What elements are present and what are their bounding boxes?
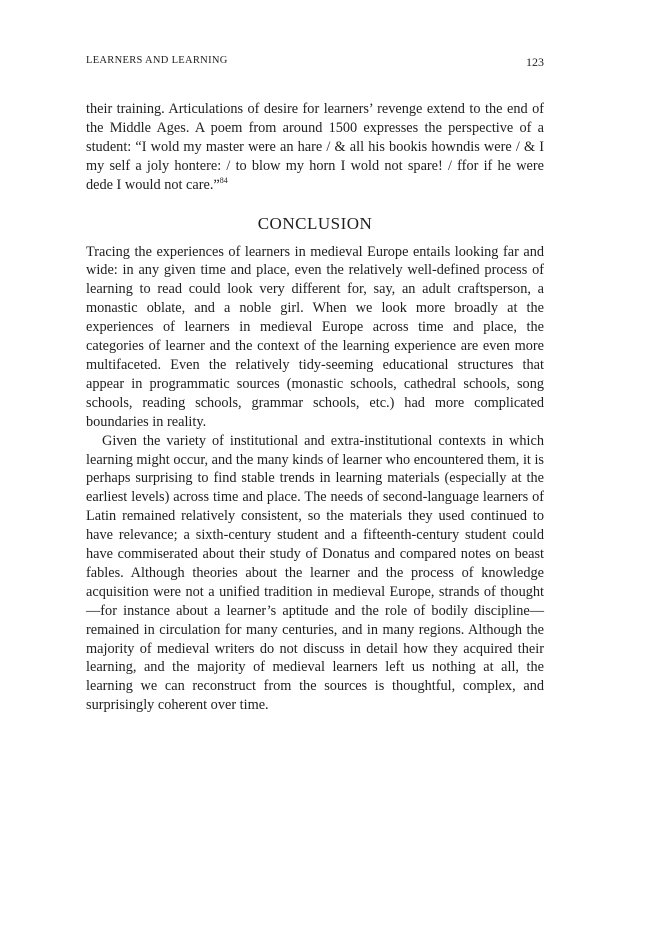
running-head — [86, 55, 544, 69]
page-number: 123 — [526, 55, 544, 69]
page-body — [86, 100, 544, 715]
conclusion-paragraph-1: Tracing the experiences of learners in medieval Europe entails looking far and wide: in any given time and place, even the relatively well-defined process of learning to read could look very different for, say, an adult craftsperson, a monastic oblate, and a noble girl. When we look more broadly at the experiences of learners in medieval Europe across time and place, the categories of learner and the context of the learning experience are even more multifaceted. Even the relatively tidy-seeming educational structures that appear in programmatic sources (monastic schools, cathedral schools, song schools, reading schools, grammar schools, etc.) had more complicated boundaries in reality. — [86, 243, 544, 430]
paragraph-continuation-text: their training. Articulations of desire for learners’ revenge extend to the end of the Middle Ages. A poem from around 1500 expresses the perspective of a student: “I wold my master were an hare / & all his bookis howndis were / & I my self a joly hontere: / to blow my horn I wold not spare! / ffor if he were dede I would not care.” — [86, 101, 544, 193]
conclusion-paragraph-2: Given the variety of institutional and extra-institutional contexts in which learning might occur, and the many kinds of learner who encountered them, it is perhaps surprising to find stable trends in learning materials (especially at the earliest levels) across time and place. The needs of second-language learners of Latin remained relatively consistent, so the materials they used continued to have relevance; a sixth-century student and a fifteenth-century student could have commiserated about their study of Donatus and compared notes on beast fables. Although theories about the learner and the process of knowledge acquisition were not a unified tradition in medieval Europe, strands of thought—for instance about a learner’s aptitude and the role of bodily discipline—remained in circulation for many centuries, and in many regions. Although the majority of medieval writers do not discuss in detail how they acquired their learning, and the majority of medieval learners left us nothing at all, the learning we can reconstruct from the sources is thoughtful, complex, and surprisingly coherent over time. — [86, 432, 544, 714]
running-title: LEARNERS AND LEARNING — [86, 55, 228, 66]
section-heading: CONCLUSION — [257, 213, 373, 233]
paragraph-continuation — [86, 100, 544, 195]
footnote-reference: 84 — [219, 175, 228, 185]
